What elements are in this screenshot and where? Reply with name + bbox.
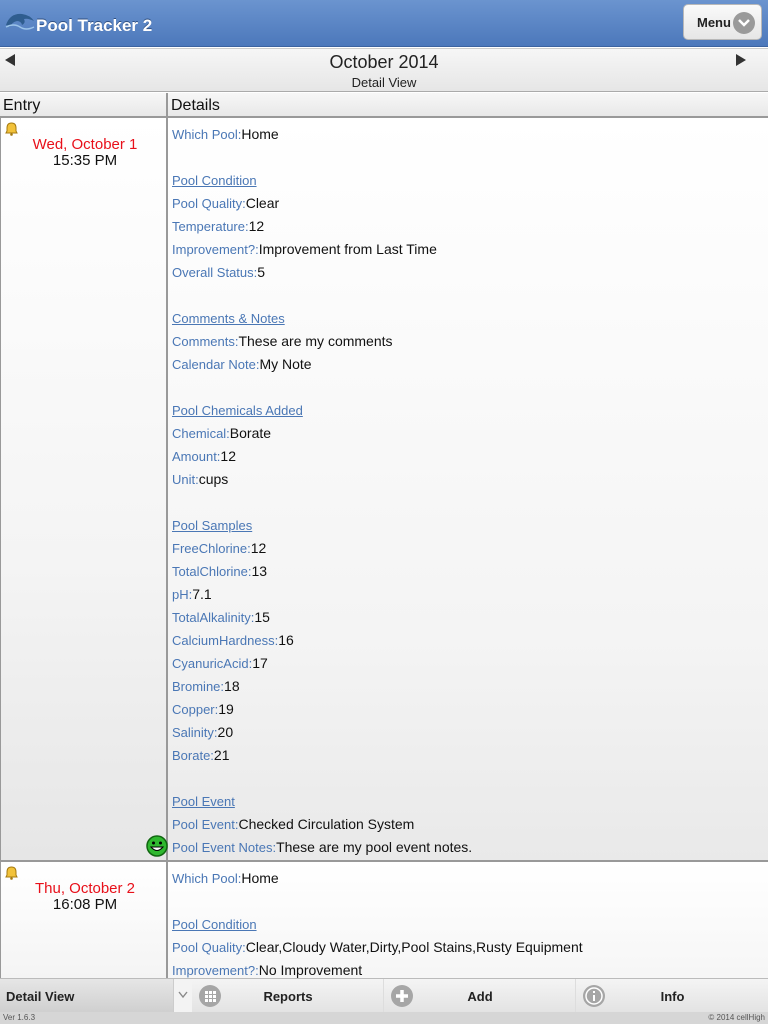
- field-value: Home: [241, 126, 279, 142]
- field-label: Pool Event Notes:: [172, 840, 277, 855]
- field-value: 20: [217, 724, 234, 740]
- smiley-face-icon: [146, 835, 168, 857]
- field-line: [172, 678, 472, 701]
- field-label: Salinity:: [172, 725, 218, 740]
- field-line: [172, 632, 472, 655]
- section-link[interactable]: Pool Samples: [172, 518, 253, 533]
- version-label: Ver 1.6.3: [3, 1013, 36, 1022]
- tab-info-label: Info: [660, 989, 685, 1004]
- entry-date: Thu, October 2: [34, 880, 136, 897]
- field-label: Unit:: [172, 472, 199, 487]
- entry-time: 15:35 PM: [52, 152, 118, 169]
- entry-row[interactable]: [0, 118, 768, 862]
- details-column-header: Details: [168, 93, 768, 118]
- section-header-line: [172, 172, 472, 195]
- field-line: [172, 816, 472, 839]
- field-value: 13: [251, 563, 268, 579]
- section-link[interactable]: Pool Condition: [172, 173, 257, 188]
- view-subtitle: Detail View: [351, 75, 417, 90]
- section-header-line: [172, 402, 472, 425]
- field-line: [172, 218, 472, 241]
- field-value: Clear: [245, 195, 280, 211]
- details-cell: [168, 862, 768, 978]
- field-value: Home: [241, 870, 279, 886]
- month-navigation-bar: [0, 48, 768, 92]
- app-header: [0, 0, 768, 47]
- dolphin-logo-icon: [4, 9, 36, 31]
- field-value: 12: [220, 448, 236, 464]
- entries-list[interactable]: [0, 118, 768, 978]
- field-value: cups: [198, 471, 229, 487]
- field-label: CalciumHardness:: [172, 633, 279, 648]
- field-value: No Improvement: [258, 962, 363, 978]
- field-label: Chemical:: [172, 426, 230, 441]
- field-value: Checked Circulation System: [238, 816, 415, 832]
- field-label: Temperature:: [172, 219, 249, 234]
- field-value: Clear,Cloudy Water,Dirty,Pool Stains,Rusty Equipment: [245, 939, 583, 955]
- blank-line: [172, 149, 472, 172]
- field-value: 16: [278, 632, 294, 648]
- field-line: [172, 586, 472, 609]
- field-value: 19: [218, 701, 234, 717]
- app-title: Pool Tracker 2: [36, 16, 153, 35]
- chevron-down-icon: [733, 12, 755, 34]
- field-line: [172, 839, 472, 862]
- field-value: These are my pool event notes.: [276, 839, 473, 855]
- field-label: TotalChlorine:: [172, 564, 252, 579]
- section-header-line: [172, 517, 472, 540]
- bottom-tab-bar: [0, 978, 768, 1012]
- field-value: Improvement from Last Time: [258, 241, 437, 257]
- section-header-line: [172, 793, 472, 816]
- field-value: 21: [213, 747, 230, 763]
- menu-button[interactable]: [683, 4, 762, 40]
- field-label: FreeChlorine:: [172, 541, 251, 556]
- entry-time: 16:08 PM: [52, 896, 118, 913]
- details-lines: [172, 126, 472, 862]
- field-line: [172, 962, 583, 978]
- blank-line: [172, 379, 472, 402]
- field-label: Which Pool:: [172, 871, 242, 886]
- section-link[interactable]: Comments & Notes: [172, 311, 285, 326]
- field-label: Pool Quality:: [172, 940, 246, 955]
- blank-line: [172, 893, 583, 916]
- blank-line: [172, 287, 472, 310]
- field-label: Pool Event:: [172, 817, 239, 832]
- entry-cell[interactable]: [0, 862, 168, 978]
- entry-date: Wed, October 1: [32, 136, 138, 153]
- field-label: Improvement?:: [172, 242, 259, 257]
- field-line: [172, 356, 472, 379]
- tab-add[interactable]: [385, 979, 576, 1013]
- field-label: pH:: [172, 587, 193, 602]
- tab-reports-label: Reports: [263, 989, 313, 1004]
- copyright-label: © 2014 cellHigh: [708, 1013, 765, 1022]
- view-dropdown-chevron-icon[interactable]: [173, 979, 192, 1013]
- month-title: October 2014: [329, 52, 439, 72]
- field-value: My Note: [259, 356, 312, 372]
- entry-cell[interactable]: [0, 118, 168, 860]
- field-label: Overall Status:: [172, 265, 258, 280]
- entry-column-header: Entry: [0, 93, 168, 118]
- field-line: [172, 448, 472, 471]
- field-label: Amount:: [172, 449, 221, 464]
- menu-label: Menu: [697, 14, 731, 30]
- field-label: Pool Quality:: [172, 196, 246, 211]
- details-lines: [172, 870, 583, 978]
- field-line: [172, 939, 583, 962]
- blank-line: [172, 494, 472, 517]
- field-value: Borate: [229, 425, 272, 441]
- tab-info[interactable]: [577, 979, 768, 1013]
- entry-row[interactable]: [0, 862, 768, 978]
- field-value: 17: [252, 655, 268, 671]
- field-line: [172, 609, 472, 632]
- field-value: 12: [250, 540, 267, 556]
- section-link[interactable]: Pool Event: [172, 794, 235, 809]
- tab-reports[interactable]: [193, 979, 384, 1013]
- tab-add-label: Add: [467, 989, 493, 1004]
- field-line: [172, 126, 472, 149]
- field-label: Borate:: [172, 748, 214, 763]
- field-value: 12: [248, 218, 265, 234]
- tab-detail-view[interactable]: [0, 979, 192, 1013]
- field-line: [172, 701, 472, 724]
- field-value: 7.1: [192, 586, 212, 602]
- field-line: [172, 471, 472, 494]
- field-value: 18: [224, 678, 240, 694]
- field-line: [172, 264, 472, 287]
- field-line: [172, 241, 472, 264]
- blank-line: [172, 770, 472, 793]
- field-label: TotalAlkalinity:: [172, 610, 255, 625]
- bell-reminder-icon: [5, 122, 18, 136]
- field-line: [172, 747, 472, 770]
- field-label: Improvement?:: [172, 963, 259, 978]
- field-label: CyanuricAcid:: [172, 656, 253, 671]
- footer-bar: [0, 1012, 768, 1024]
- field-value: These are my comments: [238, 333, 393, 349]
- field-label: Copper:: [172, 702, 219, 717]
- section-link[interactable]: Pool Condition: [172, 917, 257, 932]
- field-label: Calendar Note:: [172, 357, 260, 372]
- section-header-line: [172, 916, 583, 939]
- field-line: [172, 195, 472, 218]
- field-value: 5: [257, 264, 266, 280]
- field-line: [172, 724, 472, 747]
- field-line: [172, 655, 472, 678]
- field-line: [172, 870, 583, 893]
- field-label: Bromine:: [172, 679, 225, 694]
- field-label: Comments:: [172, 334, 239, 349]
- details-cell: [168, 118, 768, 860]
- field-line: [172, 333, 472, 356]
- field-value: 15: [254, 609, 270, 625]
- field-label: Which Pool:: [172, 127, 242, 142]
- next-month-arrow-icon[interactable]: [736, 54, 746, 66]
- section-link[interactable]: Pool Chemicals Added: [172, 403, 303, 418]
- tab-detail-view-label: Detail View: [6, 989, 75, 1004]
- field-line: [172, 563, 472, 586]
- field-line: [172, 425, 472, 448]
- section-header-line: [172, 310, 472, 333]
- bell-reminder-icon: [5, 866, 18, 880]
- field-line: [172, 540, 472, 563]
